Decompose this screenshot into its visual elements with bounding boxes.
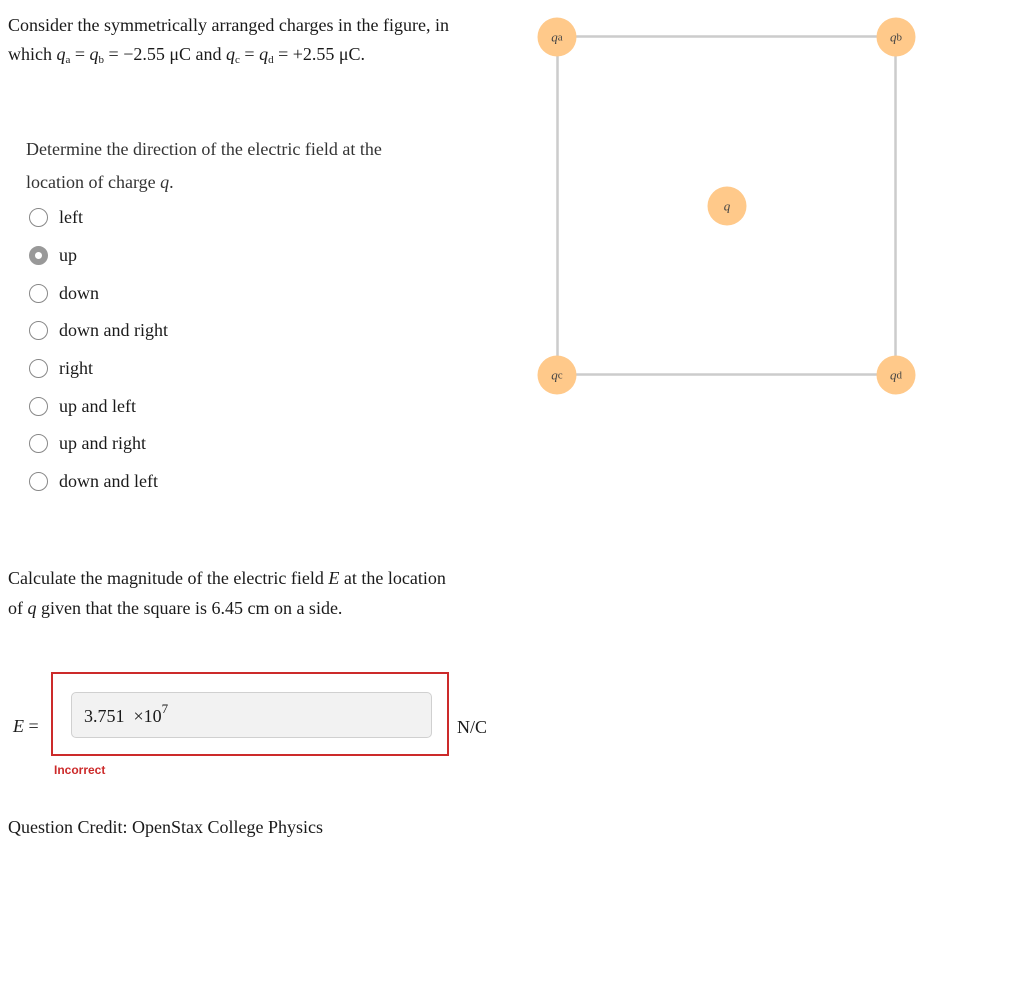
- option-up-and-left[interactable]: [26, 387, 426, 425]
- problem-intro: [8, 11, 498, 75]
- intro-line-1: Consider the symmetrically arranged charges in the figure, in: [8, 15, 450, 35]
- negative-charge-value: −2.55 μC: [123, 44, 192, 64]
- option-label: right: [59, 358, 93, 379]
- radio-button[interactable]: [29, 208, 48, 227]
- option-up-and-right[interactable]: [26, 425, 426, 463]
- charge-d: [877, 356, 916, 395]
- direction-options: [26, 199, 426, 501]
- equals: =: [244, 44, 255, 64]
- charge-d-var: q: [890, 367, 897, 382]
- option-label: up and right: [59, 433, 146, 454]
- charge-d-sub: d: [896, 369, 902, 381]
- sub-d: d: [268, 54, 274, 66]
- answer-unit: N/C: [457, 717, 488, 737]
- equals: =: [108, 44, 119, 64]
- var-q: q: [259, 44, 269, 64]
- question-magnitude-line-2: [8, 593, 498, 623]
- question-magnitude: [8, 563, 498, 623]
- answer-feedback: Incorrect: [54, 763, 106, 777]
- question-direction-line-2: [26, 166, 446, 199]
- option-label: down and left: [59, 471, 158, 492]
- q2-rest: given that the square is 6.45 cm on a side.: [41, 598, 343, 618]
- option-label: up: [59, 245, 77, 266]
- period: .: [360, 44, 366, 64]
- answer-exponent: 7: [161, 701, 169, 716]
- q2-of: of: [8, 598, 23, 618]
- option-down-and-right[interactable]: [26, 312, 426, 350]
- radio-button[interactable]: [29, 246, 48, 265]
- q1-prefix: location of charge: [26, 172, 156, 192]
- charge-c-var: q: [551, 367, 558, 382]
- question-credit: Question Credit: OpenStax College Physics: [8, 817, 323, 837]
- radio-button[interactable]: [29, 434, 48, 453]
- equals: =: [28, 716, 39, 736]
- intro-and: and: [195, 44, 222, 64]
- q2-suffix: at the location: [343, 568, 446, 588]
- answer-times-ten: ×10: [133, 706, 162, 726]
- var-q: q: [27, 598, 37, 618]
- option-down-and-left[interactable]: [26, 463, 426, 501]
- option-label: up and left: [59, 395, 136, 416]
- option-down[interactable]: [26, 274, 426, 312]
- charge-q-var: q: [723, 198, 731, 213]
- positive-charge-value: +2.55 μC: [292, 44, 361, 64]
- charge-figure: [520, 0, 940, 420]
- var-e: E: [13, 716, 24, 736]
- sub-a: a: [65, 54, 71, 66]
- answer-mantissa: 3.751: [84, 706, 125, 726]
- charge-c-sub: c: [557, 369, 563, 381]
- option-label: left: [59, 207, 83, 228]
- charge-c: [538, 356, 577, 395]
- var-q: q: [56, 44, 66, 64]
- option-up[interactable]: [26, 237, 426, 275]
- question-direction-line-1: Determine the direction of the electric field at the: [26, 139, 382, 159]
- option-label: down and right: [59, 320, 168, 341]
- equals: =: [74, 44, 86, 64]
- question-magnitude-line-1: [8, 563, 498, 593]
- intro-which: which: [8, 44, 52, 64]
- charge-a: [538, 18, 577, 57]
- radio-button[interactable]: [29, 397, 48, 416]
- radio-button[interactable]: [29, 284, 48, 303]
- charge-b-var: q: [890, 29, 897, 44]
- var-e: E: [328, 568, 340, 588]
- var-q: q: [89, 44, 99, 64]
- var-q: q: [160, 172, 170, 192]
- answer-input[interactable]: [71, 692, 432, 738]
- radio-button[interactable]: [29, 472, 48, 491]
- sub-c: c: [235, 54, 240, 66]
- charge-q-center: [708, 187, 747, 226]
- answer-label: [13, 716, 39, 737]
- q2-prefix: Calculate the magnitude of the electric field: [8, 568, 324, 588]
- sub-b: b: [98, 54, 105, 66]
- q1-suffix: .: [169, 172, 174, 192]
- option-left[interactable]: [26, 199, 426, 237]
- radio-button[interactable]: [29, 359, 48, 378]
- charge-b: [877, 18, 916, 57]
- var-q: q: [226, 44, 236, 64]
- charge-a-sub: a: [557, 31, 563, 43]
- charge-b-sub: b: [896, 31, 902, 43]
- question-direction: [26, 133, 446, 199]
- equals: =: [278, 44, 289, 64]
- option-right[interactable]: [26, 350, 426, 388]
- charge-a-var: q: [551, 29, 558, 44]
- radio-button[interactable]: [29, 321, 48, 340]
- intro-line-2: [8, 40, 498, 75]
- option-label: down: [59, 282, 99, 303]
